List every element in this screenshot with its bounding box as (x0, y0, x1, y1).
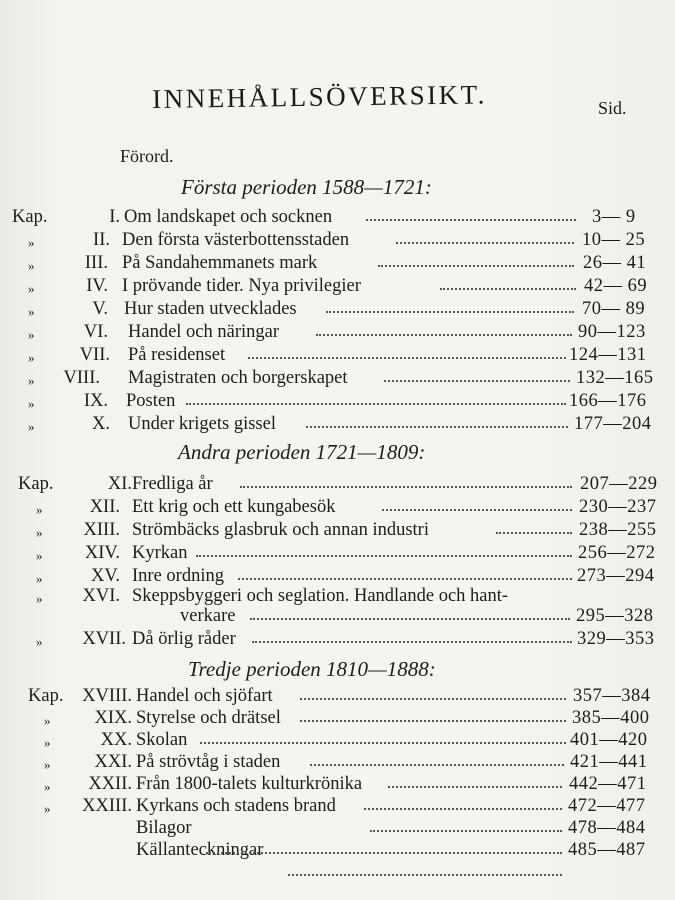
dot-leader (310, 764, 564, 766)
chapter-title: Kyrkan (132, 543, 188, 563)
chapter-number: II. (93, 230, 110, 250)
page-range: 329—353 (577, 629, 655, 649)
dot-leader (248, 357, 566, 359)
dot-leader (300, 720, 566, 722)
chapter-number: XVIII. (82, 686, 132, 706)
foreword-entry: Förord. (120, 146, 174, 166)
chapter-title: Då örlig råder (132, 629, 236, 649)
dot-leader (384, 380, 570, 382)
dot-leader (364, 808, 562, 810)
page-range: 42— 69 (584, 276, 648, 296)
toc-entry (44, 794, 654, 818)
toc-entry (36, 541, 654, 565)
dot-leader (326, 311, 574, 313)
chapter-title: Den första västerbottensstaden (122, 230, 350, 250)
toc-entry (44, 728, 654, 752)
toc-entry (28, 297, 652, 321)
page-range: 442—471 (569, 774, 647, 794)
chapter-title: Handel och näringar (128, 322, 280, 342)
chapter-number: XII. (89, 497, 120, 517)
chapter-title: Bilagor (136, 818, 192, 838)
toc-entry (44, 772, 654, 796)
dot-leader (200, 742, 566, 744)
dot-leader (382, 509, 572, 511)
chapter-title: Från 1800-talets kulturkrönika (136, 774, 363, 794)
dot-leader (440, 288, 576, 290)
chapter-number: XVII. (82, 629, 126, 649)
chapter-title: Fredliga år (132, 474, 213, 494)
chapter-number: XV. (91, 566, 120, 586)
page-range: 207—229 (580, 474, 658, 494)
toc-entry (28, 366, 652, 390)
ditto-mark: » (28, 258, 35, 273)
chapter-title: Ett krig och ett kungabesök (132, 497, 336, 517)
page-range: 132—165 (576, 368, 654, 388)
chapter-number: V. (92, 299, 108, 319)
chapter-prefix: Kap. (28, 686, 64, 706)
dot-leader (288, 874, 562, 876)
ditto-mark: » (44, 735, 51, 750)
page-range: 385—400 (572, 708, 650, 728)
toc-entry (28, 251, 652, 275)
toc-entry (28, 684, 654, 708)
page-column-header: Sid. (598, 98, 627, 118)
toc-entry (28, 412, 652, 436)
toc-entry (36, 495, 657, 519)
chapter-title: Om landskapet och socknen (124, 207, 333, 227)
chapter-title-continuation: verkare (180, 606, 236, 626)
dot-leader (388, 786, 562, 788)
ditto-mark: » (44, 713, 51, 728)
toc-entry (36, 627, 654, 651)
page-range: 26— 41 (583, 253, 647, 273)
chapter-title: På strövtåg i staden (136, 752, 281, 772)
page-range: 485—487 (568, 840, 646, 860)
ditto-mark: » (28, 419, 35, 434)
dot-leader (370, 830, 562, 832)
chapter-title: Skeppsbyggeri och seglation. Handlande och hant- (132, 586, 509, 606)
toc-entry (28, 320, 652, 344)
toc-entry (44, 750, 654, 774)
chapter-number: VIII. (63, 368, 100, 388)
page-range: 238—255 (579, 520, 657, 540)
dot-leader (240, 486, 572, 488)
ditto-mark: » (28, 373, 35, 388)
dot-leader (378, 265, 574, 267)
chapter-number: IX. (83, 391, 108, 411)
page-title: INNEHÅLLSÖVERSIKT. (152, 79, 488, 114)
page-range: 295—328 (576, 606, 654, 626)
dot-leader (306, 426, 568, 428)
page-range: 10— 25 (582, 230, 646, 250)
page-range: 124—131 (569, 345, 647, 365)
chapter-number: XIII. (83, 520, 120, 540)
chapter-title: Kyrkans och stadens brand (136, 796, 336, 816)
chapter-number: VII. (79, 345, 110, 365)
chapter-number: XIX. (94, 708, 132, 728)
ditto-mark: » (36, 502, 43, 517)
page-range: 421—441 (570, 752, 648, 772)
dot-leader (316, 334, 572, 336)
toc-entry (28, 343, 652, 367)
period-heading-2: Andra perioden 1721—1809: (178, 440, 426, 464)
ditto-mark: » (36, 634, 43, 649)
toc-entry (28, 228, 652, 252)
toc-entry (36, 518, 657, 542)
toc-entry (44, 706, 654, 730)
chapter-title: Under krigets gissel (128, 414, 276, 434)
ditto-mark: » (36, 571, 43, 586)
page-range: 273—294 (577, 566, 655, 586)
page-range: 177—204 (574, 414, 652, 434)
chapter-number: XX. (100, 730, 132, 750)
toc-entry (44, 860, 654, 884)
dot-leader (186, 403, 566, 405)
dot-leader (300, 698, 566, 700)
ditto-mark: » (28, 235, 35, 250)
page-range: 478—484 (568, 818, 646, 838)
dot-leader (250, 618, 570, 620)
ditto-mark: » (44, 757, 51, 772)
period-heading-1: Första perioden 1588—1721: (181, 175, 432, 199)
chapter-title: Magistraten och borgerskapet (128, 368, 348, 388)
period-heading-3: Tredje perioden 1810—1888: (188, 657, 436, 681)
chapter-title: I prövande tider. Nya privilegier (122, 276, 361, 296)
chapter-number: XI. (107, 474, 132, 494)
dot-leader (396, 242, 574, 244)
chapter-title: På Sandahemmanets mark (122, 253, 318, 273)
dot-leader (252, 641, 572, 643)
dot-leader (206, 852, 562, 854)
chapter-number: XVI. (82, 586, 120, 606)
chapter-number: XIV. (84, 543, 120, 563)
ditto-mark: » (28, 304, 35, 319)
chapter-prefix: Kap. (12, 207, 48, 227)
page-range: 166—176 (569, 391, 647, 411)
page-range: 90—123 (578, 322, 646, 342)
chapter-title: Inre ordning (132, 566, 224, 586)
chapter-number: III. (84, 253, 108, 273)
chapter-number: IV. (86, 276, 108, 296)
toc-entry (44, 816, 654, 840)
ditto-mark: » (44, 801, 51, 816)
toc-entry (44, 838, 654, 862)
page-range: 256—272 (578, 543, 656, 563)
toc-entry (18, 472, 658, 496)
chapter-number: X. (92, 414, 110, 434)
chapter-title: Skolan (136, 730, 188, 750)
toc-entry (28, 389, 652, 413)
appendix-title: Källanteckningar (136, 840, 264, 860)
chapter-number: XXIII. (82, 796, 132, 816)
dot-leader (196, 555, 572, 557)
ditto-mark: » (28, 281, 35, 296)
ditto-mark: » (28, 327, 35, 342)
dot-leader (366, 219, 576, 221)
chapter-title: Strömbäcks glasbruk och annan industri (132, 520, 429, 540)
toc-entry (28, 274, 652, 298)
dot-leader (238, 578, 572, 580)
chapter-title: Styrelse och drätsel (136, 708, 281, 728)
ditto-mark: » (36, 525, 43, 540)
ditto-mark: » (28, 396, 35, 411)
page-range: 3— 9 (592, 207, 636, 227)
page-range: 401—420 (570, 730, 648, 750)
ditto-mark: » (44, 779, 51, 794)
chapter-prefix: Kap. (18, 474, 54, 494)
page-range: 357—384 (573, 686, 651, 706)
chapter-title: Posten (126, 391, 176, 411)
dot-leader (496, 532, 572, 534)
chapter-number: I. (109, 207, 120, 227)
page-range: 472—477 (568, 796, 646, 816)
ditto-mark: » (36, 548, 43, 563)
page-range: 230—237 (579, 497, 657, 517)
chapter-number: VI. (83, 322, 108, 342)
chapter-number: XXI. (94, 752, 132, 772)
chapter-title: På residenset (128, 345, 226, 365)
chapter-number: XXII. (88, 774, 132, 794)
page-range: 70— 89 (582, 299, 646, 319)
chapter-title: Handel och sjöfart (136, 686, 273, 706)
toc-entry-continuation (36, 604, 654, 628)
toc-entry (12, 205, 652, 229)
ditto-mark: » (28, 350, 35, 365)
chapter-title: Hur staden utvecklades (124, 299, 297, 319)
ditto-mark: » (36, 591, 43, 606)
